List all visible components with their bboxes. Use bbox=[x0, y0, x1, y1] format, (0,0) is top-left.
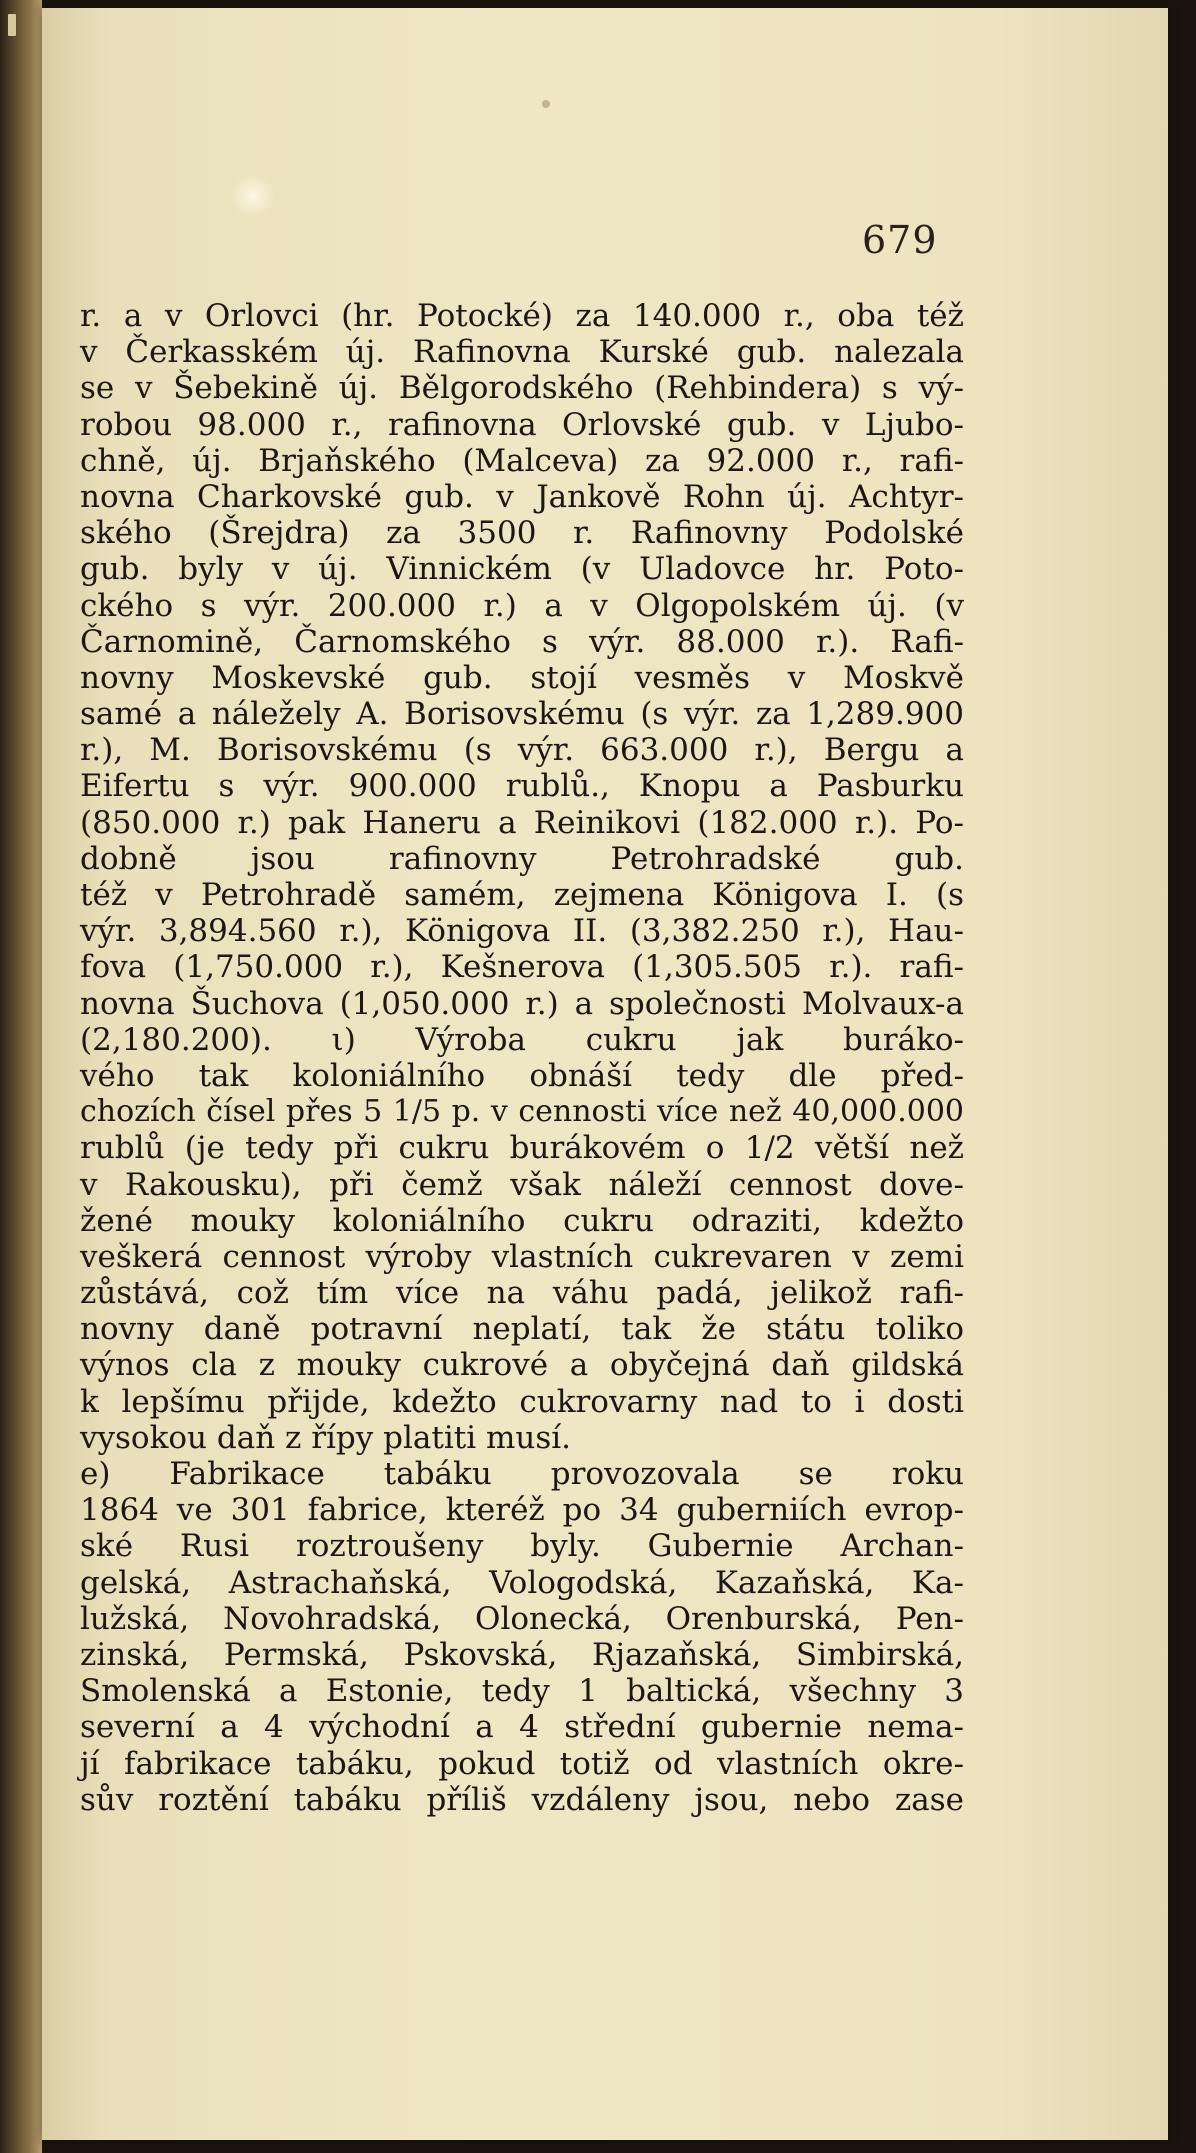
text-line: veškerá cennost výroby vlastních cukrevaren v zemi bbox=[80, 1238, 964, 1275]
text-line: ské Rusi roztroušeny byly. Gubernie Archan- bbox=[80, 1528, 964, 1565]
text-line: zinská, Permská, Pskovská, Rjazaňská, Simbirská, bbox=[80, 1636, 964, 1673]
text-line: Smolenská a Estonie, tedy 1 baltická, všechny 3 bbox=[80, 1673, 964, 1710]
text-line: dobně jsou rafinovny Petrohradské gub. bbox=[80, 840, 964, 877]
paper-speck bbox=[542, 100, 550, 108]
text-line: Čarnomině, Čarnomského s výr. 88.000 r.). Rafi- bbox=[80, 623, 964, 660]
text-line: výnos cla z mouky cukrové a obyčejná daň gildská bbox=[80, 1347, 964, 1384]
spine-mark bbox=[8, 14, 16, 36]
text-line: jí fabrikace tabáku, pokud totiž od vlastních okre- bbox=[80, 1745, 964, 1782]
text-line: fova (1,750.000 r.), Kešnerova (1,305.505 r.). rafi- bbox=[80, 949, 964, 986]
text-line: v Rakousku), při čemž však náleží cennost dove- bbox=[80, 1166, 964, 1203]
text-line: novny Moskevské gub. stojí vesměs v Moskvě bbox=[80, 659, 964, 696]
text-line: vého tak koloniálního obnáší tedy dle před- bbox=[80, 1057, 964, 1094]
text-line: novna Šuchova (1,050.000 r.) a společnosti Molvaux-a bbox=[80, 985, 964, 1022]
text-line: 1864 ve 301 fabrice, kteréž po 34 guberniích evrop- bbox=[80, 1492, 964, 1529]
text-line: (2,180.200). ι) Výroba cukru jak buráko- bbox=[80, 1021, 964, 1058]
text-line: r.), M. Borisovskému (s výr. 663.000 r.), Bergu a bbox=[80, 732, 964, 769]
text-line: e) Fabrikace tabáku provozovala se roku bbox=[80, 1456, 964, 1492]
text-line: se v Šebekině új. Bělgorodského (Rehbindera) s vý- bbox=[80, 370, 964, 407]
paper-stain bbox=[230, 176, 276, 216]
text-line: novna Charkovské gub. v Jankově Rohn új. Achtyr- bbox=[80, 478, 964, 515]
text-line: Eifertu s výr. 900.000 rublů., Knopu a Pasburku bbox=[80, 768, 964, 805]
text-line: ckého s výr. 200.000 r.) a v Olgopolském új. (v bbox=[80, 587, 964, 624]
page-number: 679 bbox=[862, 218, 938, 262]
text-line: výr. 3,894.560 r.), Königova II. (3,382.250 r.), Hau- bbox=[80, 913, 964, 950]
text-line: ského (Šrejdra) za 3500 r. Rafinovny Podolské bbox=[80, 515, 964, 552]
text-line: robou 98.000 r., rafinovna Orlovské gub. v Ljubo- bbox=[80, 406, 964, 443]
text-line: k lepšímu přijde, kdežto cukrovarny nad to i dosti bbox=[80, 1383, 964, 1420]
text-line: severní a 4 východní a 4 střední gubernie nema- bbox=[80, 1709, 964, 1746]
text-line: chně, új. Brjaňského (Malceva) za 92.000 r., rafi- bbox=[80, 442, 964, 479]
text-line: novny daně potravní neplatí, tak že státu toliko bbox=[80, 1311, 964, 1348]
text-line: lužská, Novohradská, Olonecká, Orenburská, Pen- bbox=[80, 1600, 964, 1637]
text-line: samé a náležely A. Borisovskému (s výr. za 1,289.900 bbox=[80, 696, 964, 733]
text-line: žené mouky koloniálního cukru odraziti, kdežto bbox=[80, 1202, 964, 1239]
text-line: též v Petrohradě samém, zejmena Königova I. (s bbox=[80, 877, 964, 913]
text-line: zůstává, což tím více na váhu padá, jelikož rafi- bbox=[80, 1275, 964, 1312]
text-line: r. a v Orlovci (hr. Potocké) za 140.000 r., oba též bbox=[80, 298, 964, 334]
book-spine bbox=[0, 0, 42, 2153]
text-line: rublů (je tedy při cukru burákovém o 1/2 větší než bbox=[80, 1130, 964, 1167]
text-line: v Čerkasském új. Rafinovna Kurské gub. nalezala bbox=[80, 334, 964, 371]
page-text bbox=[80, 298, 964, 1818]
text-line: gelská, Astrachaňská, Vologodská, Kazaňská, Ka- bbox=[80, 1564, 964, 1601]
text-line: vysokou daň z řípy platiti musí. bbox=[80, 1419, 572, 1456]
text-line: sův roztění tabáku příliš vzdáleny jsou, nebo zase bbox=[80, 1781, 964, 1818]
text-line: (850.000 r.) pak Haneru a Reinikovi (182.000 r.). Po- bbox=[80, 804, 964, 841]
text-line: gub. byly v új. Vinnickém (v Uladovce hr. Poto- bbox=[80, 551, 964, 588]
text-line: chozích čísel přes 5 1/5 p. v cennosti více než 40,000.000 bbox=[80, 1094, 964, 1130]
